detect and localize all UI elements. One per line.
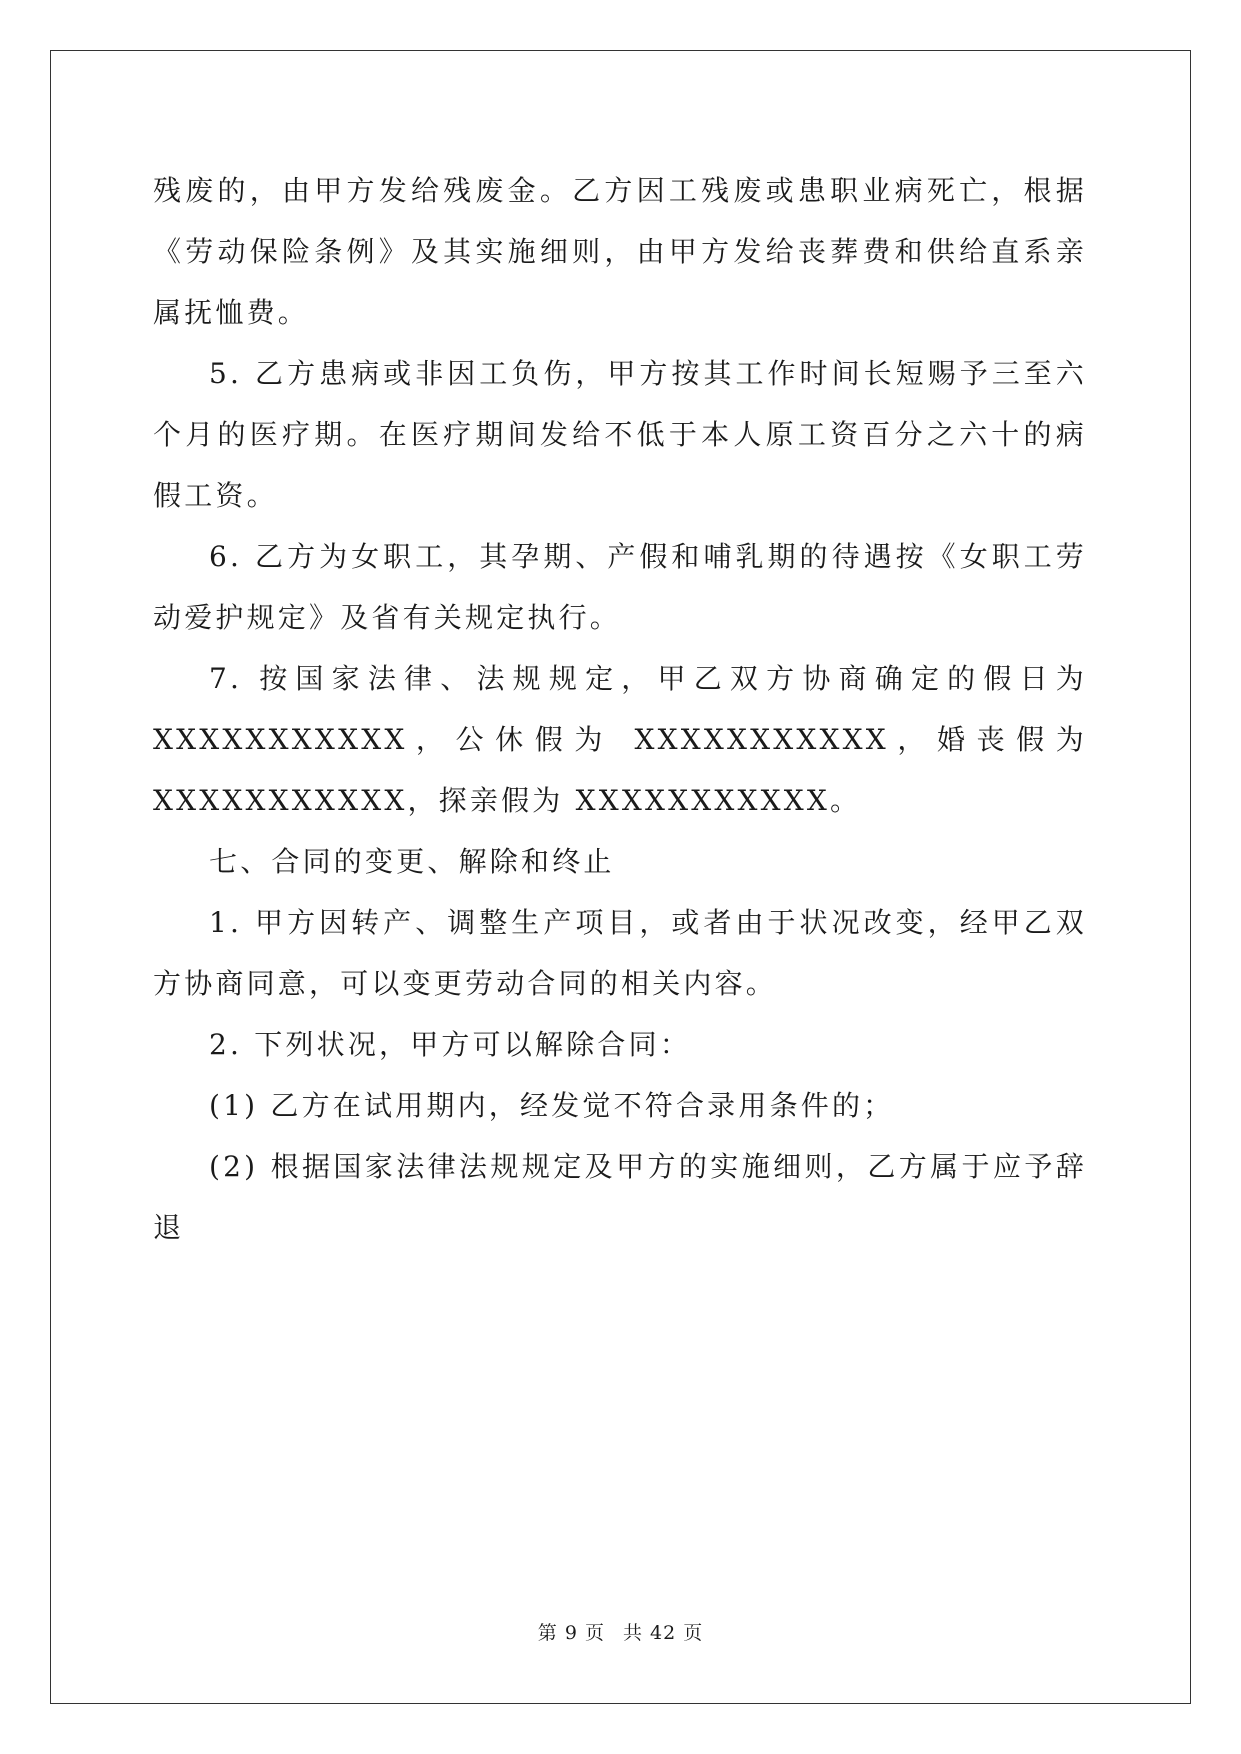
paragraph-item-7: 7. 按国家法律、法规规定，甲乙双方协商确定的假日为XXXXXXXXXXX，公休假为 XXXXXXXXXXX，婚丧假为 XXXXXXXXXXX，探亲假为 XXXXXXXXXXX。 (153, 662, 1087, 817)
paragraph-change-2: 2. 下列状况，甲方可以解除合同： (209, 1028, 692, 1061)
paragraph-item-5: 5. 乙方患病或非因工负伤，甲方按其工作时间长短赐予三至六个月的医疗期。在医疗期间发给不低于本人原工资百分之六十的病假工资。 (153, 357, 1087, 512)
section-heading-7: 七、合同的变更、解除和终止 (209, 845, 615, 878)
paragraph-item-6: 6. 乙方为女职工，其孕期、产假和哺乳期的待遇按《女职工劳动爱护规定》及省有关规定执行。 (153, 540, 1087, 634)
paragraph-continuation: 残废的，由甲方发给残废金。乙方因工残废或患职业病死亡，根据《劳动保险条例》及其实施细则，由甲方发给丧葬费和供给直系亲属抚恤费。 (153, 174, 1087, 329)
list-item-2: (2) 根据国家法律法规规定及甲方的实施细则，乙方属于应予辞退 (153, 1150, 1087, 1244)
list-item-1: (1) 乙方在试用期内，经发觉不符合录用条件的； (209, 1089, 895, 1122)
document-body (153, 160, 1087, 1258)
page-number: 第 9 页 (537, 1622, 605, 1644)
paragraph-change-1: 1. 甲方因转产、调整生产项目，或者由于状况改变，经甲乙双方协商同意，可以变更劳动合同的相关内容。 (153, 906, 1087, 1000)
page-footer (0, 1618, 1241, 1645)
page-total: 共 42 页 (622, 1622, 704, 1644)
